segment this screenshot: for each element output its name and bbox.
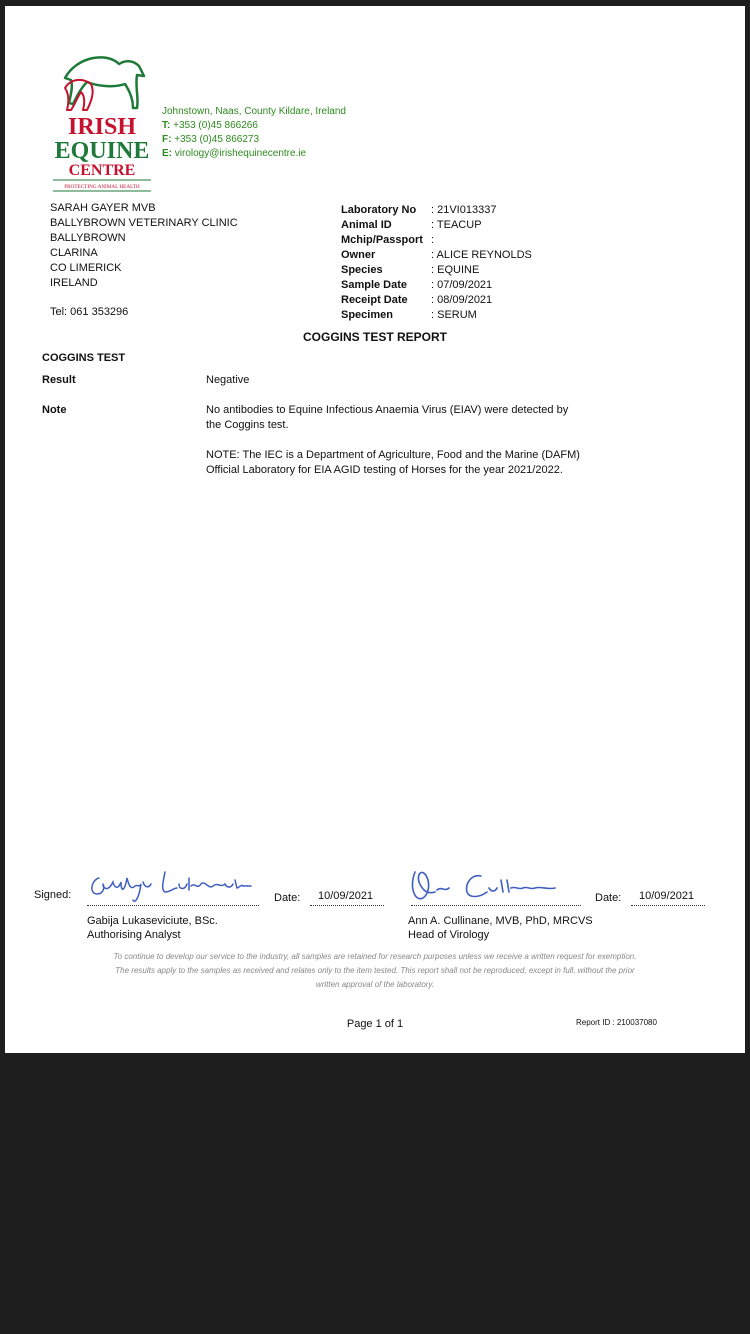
date-label-right: Date: <box>595 892 622 904</box>
detail-row <box>341 278 532 293</box>
detail-row <box>341 293 532 308</box>
signature-left <box>85 864 265 909</box>
detail-value: : <box>431 234 435 246</box>
logo-tagline: PROTECTING ANIMAL HEALTH <box>64 184 140 190</box>
disclaimer <box>75 950 675 992</box>
logo-line1: IRISH <box>67 114 137 140</box>
handwritten-signature-left <box>85 864 265 904</box>
detail-row <box>341 263 532 278</box>
detail-label: Sample Date <box>341 279 408 291</box>
date-value-right: 10/09/2021 <box>639 890 695 902</box>
email-label: E: <box>162 148 172 159</box>
contact-tel: +353 (0)45 866266 <box>173 120 258 131</box>
detail-value: : 08/09/2021 <box>431 294 493 306</box>
handwritten-signature-right <box>405 862 585 906</box>
section-heading: COGGINS TEST <box>42 352 126 364</box>
detail-value: : 07/09/2021 <box>431 279 493 291</box>
page-number: Page 1 of 1 <box>346 1018 404 1030</box>
note-label: Note <box>42 404 67 416</box>
logo-line2: EQUINE <box>54 138 150 164</box>
signatory-left-name: Gabija Lukaseviciute, BSc. <box>87 915 218 927</box>
detail-row <box>341 233 532 248</box>
recipient-line: IRELAND <box>50 277 98 289</box>
horse-logo-icon <box>47 48 157 196</box>
date-value-left: 10/09/2021 <box>318 890 374 902</box>
signed-label: Signed: <box>34 889 72 901</box>
contact-fax: +353 (0)45 866273 <box>174 134 260 145</box>
result-value: Negative <box>206 374 250 386</box>
recipient-line: CLARINA <box>50 247 98 259</box>
detail-row <box>341 308 532 323</box>
date-line-left <box>310 905 384 906</box>
recipient-line: BALLYBROWN <box>50 232 126 244</box>
detail-label: Mchip/Passport <box>341 234 423 246</box>
result-label: Result <box>42 374 76 386</box>
signature-right <box>405 862 585 911</box>
signature-line-right <box>411 905 581 906</box>
detail-row <box>341 248 532 263</box>
contact-email[interactable]: virology@irishequinecentre.ie <box>174 148 307 159</box>
signatory-right <box>408 914 593 942</box>
recipient-line: BALLYBROWN VETERINARY CLINIC <box>50 217 238 229</box>
recipient-line: CO LIMERICK <box>50 262 122 274</box>
note-paragraph: No antibodies to Equine Infectious Anaemia Virus (EIAV) were detected by the Coggins test. <box>206 404 569 431</box>
tel-label: T: <box>162 120 171 131</box>
recipient-address <box>50 201 238 291</box>
note-paragraph: NOTE: The IEC is a Department of Agriculture, Food and the Marine (DAFM) Official Laboratory for EIA AGID testing of Horses for the year 2021/2022. <box>206 449 580 476</box>
signatory-left <box>87 914 218 942</box>
detail-value: : ALICE REYNOLDS <box>431 249 532 261</box>
date-line-right <box>631 905 705 906</box>
irish-equine-centre-logo <box>47 48 157 196</box>
detail-row <box>341 218 532 233</box>
signatory-right-name: Ann A. Cullinane, MVB, PhD, MRCVS <box>408 915 593 927</box>
detail-label: Animal ID <box>341 219 392 231</box>
detail-value: : 21VI013337 <box>431 204 497 216</box>
detail-value: : SERUM <box>431 309 477 321</box>
disclaimer-line: To continue to develop our service to the industry, all samples are retained for research purposes unless we receive a written request for exemption. <box>113 952 637 961</box>
report-id: Report ID : 210037080 <box>576 1018 657 1027</box>
detail-label: Laboratory No <box>341 204 417 216</box>
signatory-left-title: Authorising Analyst <box>87 929 181 941</box>
logo-line3: CENTRE <box>68 162 136 179</box>
date-label-left: Date: <box>274 892 301 904</box>
sample-details <box>341 203 532 323</box>
signatory-right-title: Head of Virology <box>408 929 490 941</box>
detail-row <box>341 203 532 218</box>
recipient-tel: Tel: 061 353296 <box>50 306 129 318</box>
detail-label: Receipt Date <box>341 294 408 306</box>
disclaimer-line: The results apply to the samples as received and relates only to the item tested. This report shall not be reproduced, except in full, without the prior <box>115 966 635 975</box>
report-page <box>5 6 745 1053</box>
signature-line-left <box>87 905 259 906</box>
detail-value: : TEACUP <box>431 219 482 231</box>
detail-label: Specimen <box>341 309 393 321</box>
report-title: COGGINS TEST REPORT <box>302 330 447 344</box>
fax-label: F: <box>162 134 172 145</box>
recipient-line: SARAH GAYER MVB <box>50 202 156 214</box>
contact-block <box>162 105 346 161</box>
contact-address: Johnstown, Naas, County Kildare, Ireland <box>162 106 346 117</box>
detail-label: Owner <box>341 249 376 261</box>
detail-label: Species <box>341 264 383 276</box>
disclaimer-line: written approval of the laboratory. <box>315 980 435 989</box>
detail-value: : EQUINE <box>431 264 480 276</box>
note-text <box>206 403 586 493</box>
